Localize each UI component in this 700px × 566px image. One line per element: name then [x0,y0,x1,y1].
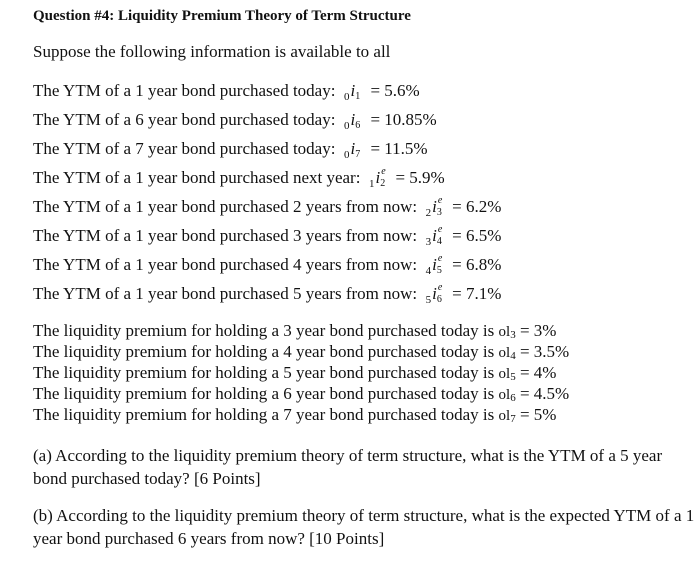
lp-line [33,342,569,364]
ytm-superscript: e [437,253,443,264]
ytm-superscript: e [437,224,443,235]
ytm-line-text: The YTM of a 1 year bond purchased 5 years from now: [33,284,418,303]
ytm-pre-subscript: 3 [425,236,432,248]
ytm-superscript: e [381,166,386,177]
ytm-superscript: e [437,282,443,293]
ytm-value: = 6.8% [452,255,502,274]
lp-subscript: 3 [510,329,516,341]
ytm-line [33,255,501,277]
ytm-value: = 7.1% [452,284,502,303]
lp-symbol: ol [498,345,511,361]
lp-value: = 5% [519,405,557,424]
question-b: (b) According to the liquidity premium theory of term structure, what is the expected YTM of a 1 year bond purchased 6 years from now? [10 Points] [33,506,695,548]
ytm-subscript: 4 [436,236,442,247]
ytm-subscript: 5 [436,265,442,276]
lp-line-text: The liquidity premium for holding a 6 year bond purchased today is [33,384,495,403]
ytm-line [33,284,501,306]
ytm-symbol: i [432,226,437,245]
lp-value: = 3% [519,321,557,340]
ytm-symbol: i [432,284,437,303]
ytm-line [33,139,428,161]
ytm-line-text: The YTM of a 1 year bond purchased 4 years from now: [33,255,418,274]
ytm-value: = 5.9% [395,168,445,187]
lp-value: = 4.5% [519,384,570,403]
ytm-line [33,226,501,248]
ytm-line [33,110,437,132]
lp-line-text: The liquidity premium for holding a 5 year bond purchased today is [33,363,495,382]
ytm-line [33,81,420,103]
ytm-subscript: 7 [355,149,361,160]
ytm-pre-subscript: 1 [368,178,375,190]
ytm-line-text: The YTM of a 1 year bond purchased today: [33,81,336,100]
ytm-subscript: 2 [380,178,386,189]
ytm-line-text: The YTM of a 7 year bond purchased today: [33,139,336,158]
ytm-pre-subscript: 0 [343,120,350,132]
question-title: Question #4: Liquidity Premium Theory of Term Structure [33,8,411,24]
lp-line [33,363,556,385]
lp-line-text: The liquidity premium for holding a 7 year bond purchased today is [33,405,495,424]
ytm-value: = 6.5% [452,226,502,245]
ytm-symbol: i [350,139,356,158]
ytm-value: = 10.85% [370,110,437,129]
ytm-symbol: i [432,197,437,216]
ytm-symbol: i [350,110,356,129]
ytm-value: = 6.2% [452,197,502,216]
ytm-value: = 5.6% [370,81,420,100]
ytm-line-text: The YTM of a 6 year bond purchased today: [33,110,336,129]
ytm-subscript: 6 [436,294,442,305]
ytm-symbol: i [432,255,437,274]
ytm-line [33,197,501,219]
ytm-line-text: The YTM of a 1 year bond purchased 3 years from now: [33,226,418,245]
ytm-pre-subscript: 0 [343,149,350,161]
lp-value: = 3.5% [519,342,570,361]
ytm-pre-subscript: 0 [343,91,350,103]
ytm-value: = 11.5% [370,139,428,158]
ytm-pre-subscript: 5 [425,294,432,306]
ytm-subscript: 3 [436,207,442,218]
lp-subscript: 4 [510,350,516,362]
lp-subscript: 7 [510,413,516,425]
lp-subscript: 5 [510,371,516,383]
ytm-symbol: i [350,81,356,100]
question-a: (a) According to the liquidity premium theory of term structure, what is the YTM of a 5 year bond purchased today? [6 Points] [33,446,663,488]
ytm-subscript: 6 [355,120,361,131]
lp-subscript: 6 [510,392,516,404]
lp-symbol: ol [498,366,511,382]
lp-symbol: ol [498,408,511,424]
lp-line-text: The liquidity premium for holding a 3 year bond purchased today is [33,321,495,340]
ytm-pre-subscript: 4 [425,265,432,277]
lp-line [33,321,556,343]
ytm-pre-subscript: 2 [425,207,432,219]
ytm-subscript: 1 [355,91,361,102]
lp-line [33,405,556,427]
ytm-line [33,168,445,190]
lp-line [33,384,569,406]
lp-symbol: ol [498,387,511,403]
intro-text: Suppose the following information is available to all [33,42,391,61]
lp-symbol: ol [498,324,511,340]
ytm-symbol: i [375,168,381,187]
lp-value: = 4% [519,363,557,382]
ytm-line-text: The YTM of a 1 year bond purchased 2 years from now: [33,197,418,216]
ytm-superscript: e [437,195,443,206]
lp-line-text: The liquidity premium for holding a 4 year bond purchased today is [33,342,495,361]
ytm-line-text: The YTM of a 1 year bond purchased next year: [33,168,361,187]
